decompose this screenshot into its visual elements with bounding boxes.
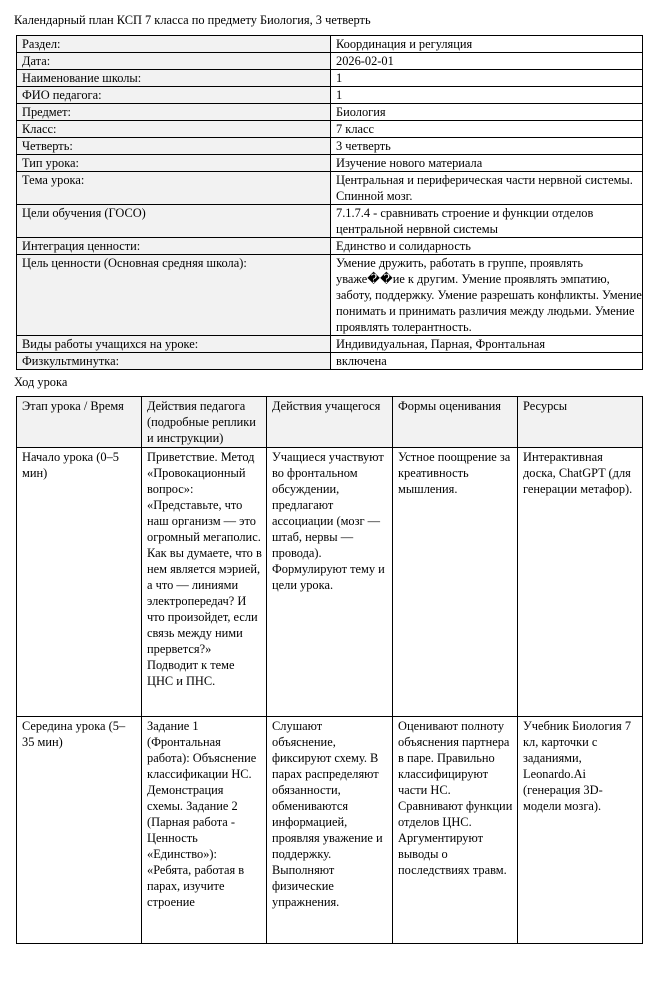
info-label: Тема урока: — [17, 172, 331, 205]
lesson-cell: Интерактивная доска, ChatGPT (для генерации метафор). — [518, 448, 643, 717]
info-label: Виды работы учащихся на уроке: — [17, 336, 331, 353]
info-label: Интеграция ценности: — [17, 238, 331, 255]
info-label: Четверть: — [17, 138, 331, 155]
info-value: 7.1.7.4 - сравнивать строение и функции отделов центральной нервной системы — [331, 205, 643, 238]
info-row — [17, 104, 643, 121]
info-row — [17, 53, 643, 70]
info-value: 1 — [331, 70, 643, 87]
info-row — [17, 205, 643, 238]
info-value: 7 класс — [331, 121, 643, 138]
lesson-cell: Середина урока (5–35 мин) — [17, 717, 142, 944]
lesson-cell: Оценивают полноту объяснения партнера в паре. Правильно классифицируют части НС. Сравнивают функции отделов ЦНС. Аргументируют выводы о последствиях травм. — [393, 717, 518, 944]
lesson-info-table — [16, 35, 643, 370]
info-row — [17, 36, 643, 53]
info-row — [17, 336, 643, 353]
info-label: Класс: — [17, 121, 331, 138]
info-label: Цель ценности (Основная средняя школа): — [17, 255, 331, 336]
lesson-table-header-row — [17, 397, 643, 448]
info-label: Раздел: — [17, 36, 331, 53]
info-value: Индивидуальная, Парная, Фронтальная — [331, 336, 643, 353]
info-row — [17, 238, 643, 255]
info-value: включена — [331, 353, 643, 370]
info-value: Биология — [331, 104, 643, 121]
lesson-cell: Задание 1 (Фронтальная работа): Объяснение классификации НС. Демонстрация схемы. Задание 2 (Парная работа - Ценность «Единство»): «Ребята, работая в парах, изучите строение — [142, 717, 267, 944]
info-value: 3 четверть — [331, 138, 643, 155]
info-value: Умение дружить, работать в группе, проявлять уваже��ие к другим. Умение проявлять эмпатию, заботу, поддержку. Умение разрешать конфликты. Умение понимать и принимать различия между людьми. Умение проявлять толерантность. — [331, 255, 643, 336]
info-row — [17, 87, 643, 104]
info-value: Центральная и периферическая части нервной системы. Спинной мозг. — [331, 172, 643, 205]
lesson-column-header: Ресурсы — [518, 397, 643, 448]
info-value: Единство и солидарность — [331, 238, 643, 255]
info-value: Координация и регуляция — [331, 36, 643, 53]
lesson-column-header: Действия учащегося — [267, 397, 393, 448]
info-row — [17, 255, 643, 336]
lesson-cell: Слушают объяснение, фиксируют схему. В парах распределяют обязанности, обмениваются информацией, проявляя уважение и поддержку. Выполняют физические упражнения. — [267, 717, 393, 944]
lesson-cell: Приветствие. Метод «Провокационный вопрос»: «Представьте, что наш организм — это огромный мегаполис. Как вы думаете, что в нем является мэрией, а что — линиями электропередач? И что произойдет, если связь между ними прервется?» Подводит к теме ЦНС и ПНС. — [142, 448, 267, 717]
lesson-column-header: Формы оценивания — [393, 397, 518, 448]
info-value: 2026-02-01 — [331, 53, 643, 70]
lesson-stage-row — [17, 448, 643, 717]
info-label: Наименование школы: — [17, 70, 331, 87]
lesson-progress-heading: Ход урока — [14, 375, 68, 389]
lesson-cell: Учебник Биология 7 кл, карточки с заданиями, Leonardo.Ai (генерация 3D-модели мозга). — [518, 717, 643, 944]
info-row — [17, 155, 643, 172]
info-value: Изучение нового материала — [331, 155, 643, 172]
info-value: 1 — [331, 87, 643, 104]
info-label: Дата: — [17, 53, 331, 70]
info-row — [17, 70, 643, 87]
lesson-cell: Начало урока (0–5 мин) — [17, 448, 142, 717]
info-label: Предмет: — [17, 104, 331, 121]
lesson-plan-table — [16, 396, 643, 944]
info-row — [17, 353, 643, 370]
info-row — [17, 138, 643, 155]
info-label: Физкультминутка: — [17, 353, 331, 370]
info-label: Тип урока: — [17, 155, 331, 172]
page-title: Календарный план КСП 7 класса по предмету Биология, 3 четверть — [14, 13, 371, 27]
lesson-column-header: Действия педагога (подробные реплики и инструкции) — [142, 397, 267, 448]
info-label: ФИО педагога: — [17, 87, 331, 104]
lesson-column-header: Этап урока / Время — [17, 397, 142, 448]
lesson-cell: Устное поощрение за креативность мышления. — [393, 448, 518, 717]
info-label: Цели обучения (ГОСО) — [17, 205, 331, 238]
info-row — [17, 121, 643, 138]
lesson-cell: Учащиеся участвуют во фронтальном обсуждении, предлагают ассоциации (мозг — штаб, нервы — провода). Формулируют тему и цели урока. — [267, 448, 393, 717]
info-row — [17, 172, 643, 205]
lesson-stage-row — [17, 717, 643, 944]
